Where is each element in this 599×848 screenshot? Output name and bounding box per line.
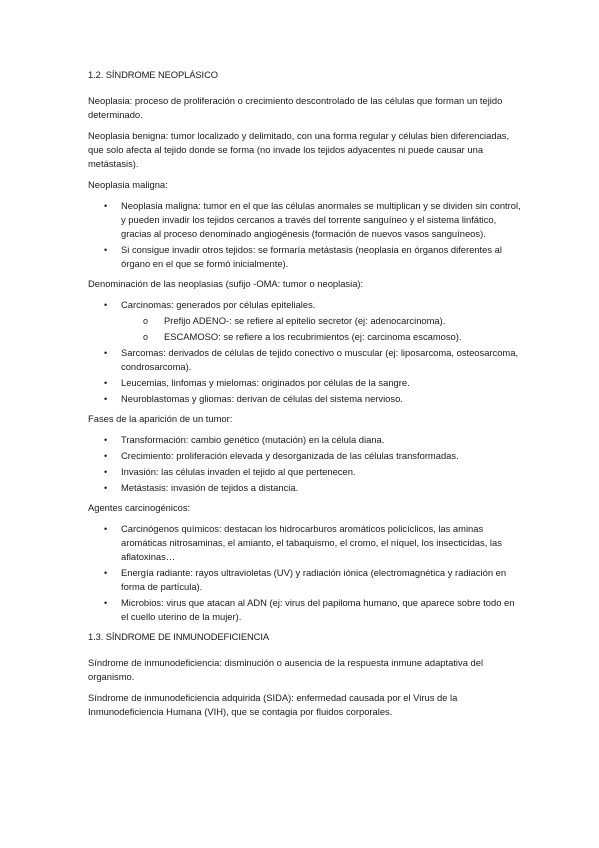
list-item [88, 376, 524, 390]
bullet-icon: • [104, 378, 108, 388]
bullet-icon: • [104, 524, 108, 534]
list-item-text: Carcinomas: generados por células epiteliales. [121, 299, 316, 310]
paragraph-neoplasia-maligna-title: Neoplasia maligna: [88, 179, 168, 190]
bullet-icon: • [104, 245, 108, 255]
bullet-icon: • [104, 435, 108, 445]
list-item [88, 433, 524, 447]
sublist-item [121, 314, 524, 328]
list-item [88, 481, 524, 495]
section-heading-neoplasico: 1.2. SÍNDROME NEOPLÁSICO [88, 69, 218, 80]
list-item-text: Crecimiento: proliferación elevada y desorganizada de las células transformadas. [121, 450, 459, 461]
paragraph-inmunodeficiencia: Síndrome de inmunodeficiencia: disminución o ausencia de la respuesta inmune adaptativa del organismo. [88, 657, 484, 682]
list-item-text: Leucemias, linfomas y mielomas: originados por células de la sangre. [121, 377, 410, 388]
list-item [88, 199, 524, 241]
list-item-text: Transformación: cambio genético (mutación) en la célula diana. [121, 434, 385, 445]
sublist-item-text: ESCAMOSO: se refiere a los recubrimientos (ej: carcinoma escamoso). [164, 331, 462, 342]
list-item-text: Energía radiante: rayos ultravioletas (UV) y radiación iónica (electromagnética y radiación en forma de partícula). [121, 567, 507, 592]
list-item-text: Microbios: virus que atacan al ADN (ej: virus del papiloma humano, que aparece sobre todo en el cuello uterino de la mujer). [121, 597, 515, 622]
list-item [88, 566, 524, 594]
list-item [88, 596, 524, 624]
paragraph-neoplasia-benigna: Neoplasia benigna: tumor localizado y delimitado, con una forma regular y células bien diferenciadas, que solo afecta al tejido donde se forma (no invade los tejidos adyacentes ni puede causar una metástasis). [88, 130, 510, 169]
paragraph-sida: Síndrome de inmunodeficiencia adquirida (SIDA): enfermedad causada por el Virus de la Inmunodeficiencia Humana (VIH), que se contagia por fluidos corporales. [88, 692, 458, 717]
sub-bullet-icon: o [143, 316, 149, 326]
list-item-text: Neuroblastomas y gliomas: derivan de células del sistema nervioso. [121, 393, 403, 404]
list-item [88, 243, 524, 271]
sub-bullet-icon: o [143, 332, 149, 342]
list-item [88, 392, 524, 406]
list-item-text: Invasión: las células invaden el tejido al que pertenecen. [121, 466, 356, 477]
list-item [88, 346, 524, 374]
bullet-icon: • [104, 348, 108, 358]
list-fases [88, 433, 524, 495]
list-item-text: Sarcomas: derivados de células de tejido conectivo o muscular (ej: liposarcoma, osteosarcoma, condrosarcoma). [121, 347, 519, 372]
list-item-text: Si consigue invadir otros tejidos: se formaría metástasis (neoplasia en órganos diferentes al órgano en el que se formó inicialmente). [121, 244, 502, 269]
bullet-icon: • [104, 201, 108, 211]
list-neoplasia-maligna [88, 199, 524, 271]
sublist-carcinomas [121, 314, 524, 344]
list-item [88, 298, 524, 344]
paragraph-fases-title: Fases de la aparición de un tumor: [88, 413, 233, 424]
list-item [88, 522, 524, 564]
list-item [88, 449, 524, 463]
paragraph-neoplasia: Neoplasia: proceso de proliferación o crecimiento descontrolado de las células que forman un tejido determinado. [88, 95, 503, 120]
bullet-icon: • [104, 568, 108, 578]
list-item-text: Carcinógenos químicos: destacan los hidrocarburos aromáticos policíclicos, las aminas aromáticas nitrosaminas, el amianto, el tabaquismo, el cromo, el níquel, los insecticidas, las aflatoxinas… [121, 523, 502, 562]
section-heading-inmunodeficiencia: 1.3. SÍNDROME DE INMUNODEFICIENCIA [88, 631, 269, 642]
sublist-item-text: Prefijo ADENO-: se refiere al epitelio secretor (ej: adenocarcinoma). [164, 315, 446, 326]
bullet-icon: • [104, 467, 108, 477]
bullet-icon: • [104, 451, 108, 461]
list-denominacion [88, 298, 524, 406]
paragraph-denominacion-title: Denominación de las neoplasias (sufijo -OMA: tumor o neoplasia): [88, 278, 364, 289]
paragraph-agentes-title: Agentes carcinogénicos: [88, 502, 191, 513]
bullet-icon: • [104, 598, 108, 608]
list-agentes [88, 522, 524, 624]
page-content [88, 68, 524, 726]
list-item-text: Metástasis: invasión de tejidos a distancia. [121, 482, 299, 493]
sublist-item [121, 330, 524, 344]
bullet-icon: • [104, 394, 108, 404]
bullet-icon: • [104, 300, 108, 310]
list-item-text: Neoplasia maligna: tumor en el que las células anormales se multiplican y se dividen sin control, y pueden invadir los tejidos cercanos a través del torrente sanguíneo y el sistema linfático, gracias al proceso denominado angiogénesis (formación de nuevos vasos sanguíneos). [121, 200, 521, 239]
bullet-icon: • [104, 483, 108, 493]
list-item [88, 465, 524, 479]
